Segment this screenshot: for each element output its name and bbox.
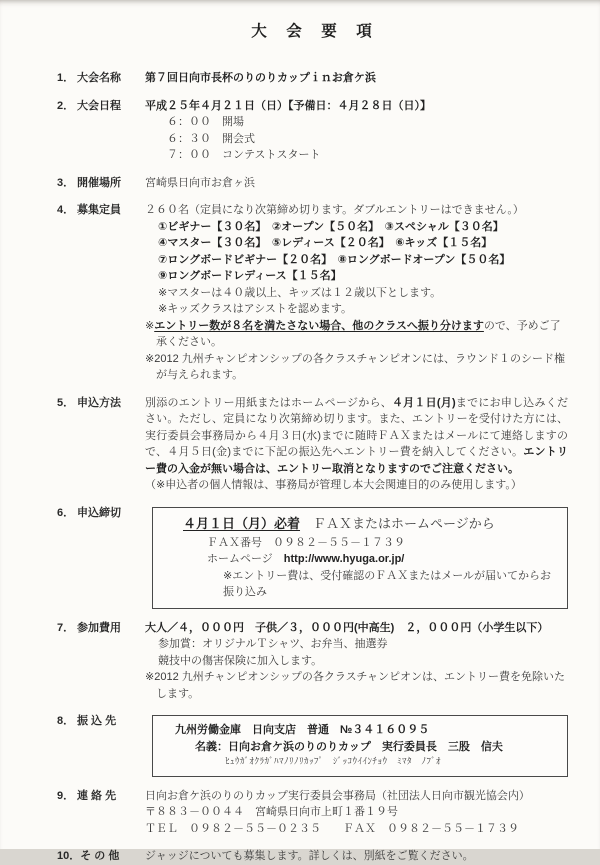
section-capacity bbox=[57, 202, 568, 384]
section-contact bbox=[57, 788, 568, 838]
section-label: 申込締切 bbox=[77, 506, 121, 519]
class-row: ⑨ロングボードレディース【１５名】 bbox=[158, 270, 342, 283]
contact-office: 日向お倉ケ浜のりのりカップ実行委員会事務局（社団法人日向市観光協会内） bbox=[145, 789, 530, 802]
capacity-total: ２６０名（定員になり次第締め切ります。ダブルエントリーはできません。） bbox=[145, 204, 524, 217]
section-label: 大会日程 bbox=[77, 99, 121, 112]
cancel-warning-bold: エントリー費の入金が無い場合は、エントリー取消となりますのでご注意ください。 bbox=[145, 446, 568, 475]
event-name-text: 第７回日向市長杯のりのりカップｉｎお倉ケ浜 bbox=[145, 72, 376, 85]
venue-text: 宮崎県日向市お倉ヶ浜 bbox=[145, 176, 255, 189]
account-holder-kana: ﾋｭｳｶﾞｵｸﾗｶﾞﾊﾏﾉﾘﾉﾘｶｯﾌﾟ ｼﾞｯｺｳｲｲﾝﾁｮｳ ﾐﾏﾀ ﾉﾌﾞｵ bbox=[225, 756, 442, 767]
application-deadline-bold: ４月１日(月) bbox=[391, 396, 456, 409]
section-schedule bbox=[57, 98, 568, 164]
section-number: 4． bbox=[57, 204, 75, 217]
section-number: 10． bbox=[57, 850, 81, 863]
page-title: 大 会 要 項 bbox=[251, 23, 374, 40]
fees-exemption-note: ※2012 九州チャンピオンシップの各クラスチャンピオンは、エントリー費を免除いたします。 bbox=[145, 671, 566, 700]
section-label: 大会名称 bbox=[77, 72, 121, 85]
deadline-date-bold: ４月１日（月）必着 bbox=[183, 515, 301, 531]
schedule-time-row: ６：３０ 開会式 bbox=[167, 132, 255, 145]
contact-address: 〒８８３－００４４ 宮崎県日向市上町１番１９号 bbox=[145, 806, 398, 819]
section-label: 開催場所 bbox=[77, 176, 121, 189]
deadline-box bbox=[152, 507, 568, 609]
fees-prizes: 参加賞：オリジナルＴシャツ、お弁当、抽選券 bbox=[158, 638, 388, 651]
class-row: ①ビギナー【３０名】 ②オープン【５０名】 ③スペシャル【３０名】 bbox=[158, 220, 504, 233]
bank-box bbox=[152, 715, 568, 777]
section-label: 参加費用 bbox=[77, 621, 121, 634]
capacity-note-master: ※マスターは４０歳以上、キッズは１２歳以下とします。 bbox=[158, 286, 442, 299]
section-venue bbox=[57, 175, 568, 192]
section-label: 振 込 先 bbox=[77, 715, 117, 728]
capacity-note-seed: ※2012 九州チャンピオンシップの各クラスチャンピオンには、ラウンド１のシード権が与えられます。 bbox=[145, 352, 566, 382]
account-holder: 名義：日向お倉ケ浜のりのりカップ 実行委員長 三股 信夫 bbox=[195, 740, 503, 753]
class-row: ⑦ロングボードビギナー【２０名】 ⑧ロングボードオープン【５０名】 bbox=[158, 253, 511, 266]
section-number: 7． bbox=[57, 621, 75, 634]
event-date-text: 平成２５年４月２１日（日）【予備日：４月２８日（日）】 bbox=[145, 99, 431, 112]
section-application-method bbox=[57, 395, 568, 494]
deadline-fax-number: ＦＡＸ番号 ０９８２－５５－１７３９ bbox=[207, 536, 405, 549]
section-number: 1． bbox=[57, 72, 75, 85]
section-number: 9． bbox=[57, 789, 75, 802]
section-number: 2． bbox=[57, 99, 75, 112]
section-event-name bbox=[57, 70, 568, 87]
schedule-time-row: ７：００ コンテストスタート bbox=[167, 149, 321, 162]
section-label: 募集定員 bbox=[77, 204, 121, 217]
deadline-homepage: ホームページ http://www.hyuga.or.jp/ bbox=[207, 553, 405, 566]
section-number: 6． bbox=[57, 506, 75, 519]
section-number: 3． bbox=[57, 176, 75, 189]
section-number: 8． bbox=[57, 715, 75, 728]
schedule-time-row: ６：００ 開場 bbox=[167, 116, 244, 129]
capacity-note-kids: ※キッズクラスはアシストを認めます。 bbox=[158, 303, 353, 316]
bank-account: 九州労働金庫 日向支店 普通 №３４１６０９５ bbox=[175, 724, 430, 737]
capacity-note-reassign: ※エントリー数が８名を満たさない場合、他のクラスへ振り分けますので、予めご了承ください。 bbox=[145, 319, 561, 349]
deadline-headline: ４月１日（月）必着 ＦＡＸまたはホームページから bbox=[183, 515, 495, 531]
other-text: ジャッジについても募集します。詳しくは、別紙をご覧ください。 bbox=[145, 850, 474, 863]
section-fees bbox=[57, 620, 568, 703]
reassign-bold-text: エントリー数が８名を満たさない場合、他のクラスへ振り分けます bbox=[154, 319, 484, 332]
section-other bbox=[57, 848, 568, 865]
homepage-url: http://www.hyuga.or.jp/ bbox=[283, 553, 405, 566]
section-deadline bbox=[57, 505, 568, 609]
class-row: ④マスター【３０名】 ⑤レディース【２０名】 ⑥キッズ【１５名】 bbox=[158, 237, 493, 250]
contact-tel-fax: ＴＥＬ ０９８２－５５－０２３５ ＦＡＸ ０９８２－５５－１７３９ bbox=[145, 822, 519, 835]
section-label: そ の 他 bbox=[80, 850, 120, 863]
application-paragraph: 別添のエントリー用紙またはホームページから、４月１日(月)までにお申し込みください。ただし、定員になり次第締め切ります。また、エントリーを受付けた方には、実行委員会事務局から４月３日(水)までに随時ＦＡＸまたはメールにて連絡しますので、４月５日(金)までに下記の振込先へエントリー費を納入してください。エントリー費の入金が無い場合は、エントリー取消となりますのでご注意ください。 bbox=[145, 396, 569, 475]
section-bank-transfer bbox=[57, 713, 568, 777]
section-number: 5． bbox=[57, 396, 75, 409]
fees-amounts: 大人／４，０００円 子供／３，０００円(中高生) ２，０００円（小学生以下） bbox=[145, 621, 549, 634]
deadline-payment-note: ※エントリー費は、受付確認のＦＡＸまたはメールが届いてからお振り込み bbox=[223, 569, 551, 599]
section-label: 申込方法 bbox=[77, 396, 121, 409]
fees-insurance: 競技中の傷害保険に加入します。 bbox=[158, 654, 323, 667]
section-label: 連 絡 先 bbox=[77, 789, 117, 802]
privacy-note: （※申込者の個人情報は、事務局が管理し本大会関連目的のみ使用します。） bbox=[145, 479, 522, 492]
